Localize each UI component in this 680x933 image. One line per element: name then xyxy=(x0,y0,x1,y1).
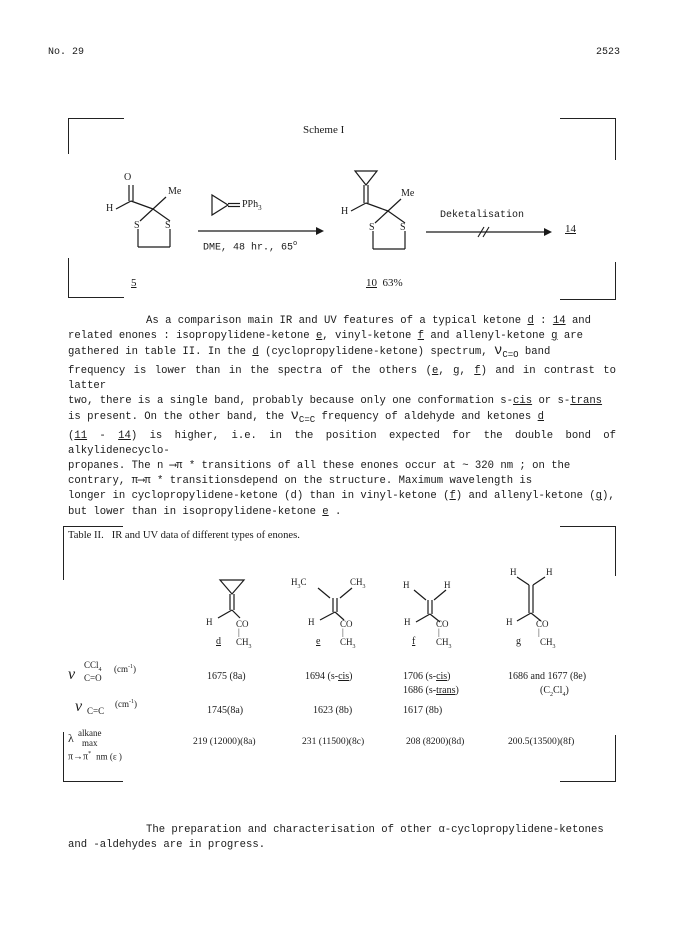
compound-5-label: 5 xyxy=(131,277,137,289)
structure-e-methyl-left: $H_3C$ xyxy=(291,577,307,590)
structure-f xyxy=(400,588,470,638)
compound-10-label: 10 63% xyxy=(366,277,403,289)
uv-cell-d: 219 (12000)(8a) xyxy=(193,736,256,747)
page-number: 2523 xyxy=(596,47,621,58)
compound-5-sulfur-left: S xyxy=(134,220,140,231)
structure-g-hydrogen: H xyxy=(506,617,513,627)
journal-issue: No. 29 xyxy=(48,47,85,58)
reaction-arrow-2 xyxy=(426,226,556,238)
structure-e xyxy=(300,586,370,636)
structure-d-label: d xyxy=(216,636,221,647)
co-cell-d: 1675 (8a) xyxy=(207,671,246,682)
structure-f-label: f xyxy=(412,636,416,647)
cc-cell-d: 1745(8a) xyxy=(207,705,244,716)
structure-f-carbonyl: CO xyxy=(436,619,449,629)
compound-10-structure xyxy=(335,165,435,265)
row-label-uv: λ alkane max π→π* nm (ε ) xyxy=(68,728,122,763)
structure-g-hydrogen-top-right: H xyxy=(546,567,553,577)
reaction-conditions: DME, 48 hr., 65$^o$ xyxy=(203,240,298,254)
structure-d-hydrogen: H xyxy=(206,617,213,627)
uv-cell-e: 231 (11500)(8c) xyxy=(302,736,365,747)
structure-f-hydrogen: H xyxy=(404,617,411,627)
co-cell-g: 1686 and 1677 (8e) xyxy=(508,671,587,682)
row-label-co: ν CCl$_4$ C=O $(cm^{-1})$ xyxy=(68,660,136,683)
structure-g-methyl: $CH_3$ xyxy=(540,637,556,650)
compound-5-structure xyxy=(100,165,200,265)
structure-e-label: e xyxy=(316,636,321,647)
discussion-paragraph: As a comparison main IR and UV features of a typical ketone d : 14 and related enones : isopropylidene-ketone e, vinyl-ketone f and allenyl-ketone g are gathered in table II. In the d (cyclopropylidene-ketone) spectrum, $\nu_{C=O}$ band frequency is lower than in the spectra of the others (e, g, f) and in contrast to latter two, there is a single band, probably because only one conformation s-cis or s-trans is present. On the other band, the $\nu_{C=C}$ frequency of aldehyde and ketones d (11 - 14) is higher, i.e. in the position expected for the double bond of alkylidenecyclo- propanes. The n ⟶π * transitions of all these enones occur at ~ 320 nm ; on the contrary, π⟶π * transitionsdepend on the structure. Maximum wavelength is longer in cyclopropylidene-ketone (d) than in vinyl-ketone (f) and allenyl-ketone (g), but lower than in isopropylidene-ketone e . xyxy=(68,315,616,518)
structure-f-hydrogen-top-right: H xyxy=(444,580,451,590)
structure-f-methyl: $CH_3$ xyxy=(436,637,452,650)
structure-d-carbonyl: CO xyxy=(236,619,249,629)
uv-cell-f: 208 (8200)(8d) xyxy=(406,736,465,747)
compound-10-hydrogen: H xyxy=(341,206,349,217)
cc-cell-e: 1623 (8b) xyxy=(313,705,353,716)
structure-e-methyl-right: $CH_3$ xyxy=(350,577,366,590)
compound-5-methyl: Me xyxy=(168,186,182,197)
row-label-cc: ν C=C $(cm^{-1})$ xyxy=(75,698,137,716)
structure-d-methyl: $CH_3$ xyxy=(236,637,252,650)
co-cell-g-solvent: $(C_2Cl_4)$ xyxy=(540,685,569,698)
co-cell-f: 1706 (s-cis) xyxy=(403,671,451,682)
structure-e-carbonyl: CO xyxy=(340,619,353,629)
compound-5-oxygen: O xyxy=(124,172,132,183)
compound-10-sulfur-right: S xyxy=(400,222,406,233)
cc-cell-f: 1617 (8b) xyxy=(403,705,443,716)
structure-e-methyl: $CH_3$ xyxy=(340,637,356,650)
structure-e-hydrogen: H xyxy=(308,617,315,627)
compound-10-methyl: Me xyxy=(401,188,415,199)
reaction-arrow-1 xyxy=(198,226,328,236)
compound-5-sulfur-right: S xyxy=(165,220,171,231)
co-cell-e: 1694 (s-cis) xyxy=(305,671,353,682)
compound-5-hydrogen: H xyxy=(106,203,114,214)
structure-g-label: g xyxy=(516,636,521,647)
compound-10-sulfur-left: S xyxy=(369,222,375,233)
table-caption: Table II. IR and UV data of different types of enones. xyxy=(68,530,300,541)
product-14-label: 14 xyxy=(565,223,576,235)
scheme-title: Scheme I xyxy=(303,124,345,136)
structure-f-hydrogen-top-left: H xyxy=(403,580,410,590)
uv-cell-g: 200.5(13500)(8f) xyxy=(508,736,575,747)
structure-g-hydrogen-top-left: H xyxy=(510,567,517,577)
structure-g-carbonyl: CO xyxy=(536,619,549,629)
closing-paragraph: The preparation and characterisation of other α-cyclopropylidene-ketones and -aldehydes are in progress. xyxy=(68,824,604,852)
reagent-label: PPh$_3$ xyxy=(242,199,262,212)
deketalisation-label: Deketalisation xyxy=(440,210,525,221)
co-cell-f-trans: 1686 (s-trans) xyxy=(403,685,459,696)
